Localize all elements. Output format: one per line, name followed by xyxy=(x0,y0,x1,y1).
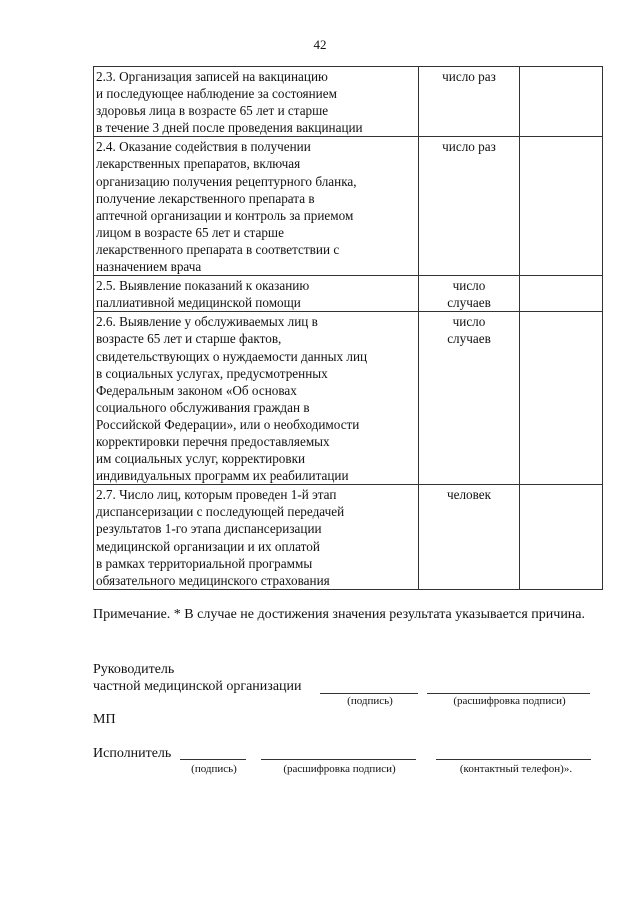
head-signature-line xyxy=(320,693,418,694)
row-description: 2.3. Организация записей на вакцинацию и последующее наблюдение за состоянием здоровья лица в возрасте 65 лет и старше в течение 3 дней после проведения вакцинации xyxy=(94,67,419,137)
table-row xyxy=(94,276,603,312)
executor-label: Исполнитель xyxy=(93,746,172,761)
head-decode-caption: (расшифровка подписи) xyxy=(453,695,566,707)
row-value xyxy=(520,67,603,137)
row-description: 2.5. Выявление показаний к оказанию паллиативной медицинской помощи xyxy=(94,276,419,312)
head-label-line1: Руководитель xyxy=(93,662,175,677)
row-value xyxy=(520,276,603,312)
row-description: 2.4. Оказание содействия в получении лекарственных препаратов, включая организацию получения рецептурного бланка, получение лекарственного препарата в аптечной организации и контроль за приемом лицом в возрасте 65 лет и старше лекарственного препарата в соответствии с назначением врача xyxy=(94,137,419,276)
row-description: 2.6. Выявление у обслуживаемых лиц в возрасте 65 лет и старше фактов, свидетельствующих о нуждаемости данных лиц в социальных услугах, предусмотренных Федеральным законом «Об основах социального обслуживания граждан в Российской Федерации», или о необходимости корректировки перечня предоставляемых им социальных услуг, корректировки индивидуальных программ их реабилитации xyxy=(94,312,419,485)
table-row xyxy=(94,485,603,590)
executor-phone-line xyxy=(436,759,591,760)
head-label-line2: частной медицинской организации xyxy=(93,679,302,694)
note-paragraph: Примечание. * В случае не достижения значения результата указывается причина. xyxy=(93,607,586,622)
row-unit: человек xyxy=(419,485,520,590)
row-value xyxy=(520,137,603,276)
row-value xyxy=(520,485,603,590)
stamp-place: МП xyxy=(93,712,116,727)
row-description: 2.7. Число лиц, которым проведен 1-й этап диспансеризации с последующей передачей результатов 1-го этапа диспансеризации медицинской организации и их оплатой в рамках территориальной программы обязательного медицинского страхования xyxy=(94,485,419,590)
page-number: 42 xyxy=(313,37,327,52)
executor-signature-line xyxy=(180,759,246,760)
table-row xyxy=(94,312,603,485)
head-signature-caption: (подпись) xyxy=(347,695,393,707)
executor-signature-caption: (подпись) xyxy=(191,763,237,775)
table-row xyxy=(94,67,603,137)
executor-decode-caption: (расшифровка подписи) xyxy=(283,763,396,775)
row-unit: число случаев xyxy=(419,276,520,312)
row-value xyxy=(520,312,603,485)
head-decode-line xyxy=(427,693,590,694)
indicators-table xyxy=(93,66,603,590)
executor-decode-line xyxy=(261,759,416,760)
table-row xyxy=(94,137,603,276)
row-unit: число раз xyxy=(419,67,520,137)
executor-phone-caption: (контактный телефон)». xyxy=(459,763,573,775)
row-unit: число раз xyxy=(419,137,520,276)
row-unit: число случаев xyxy=(419,312,520,485)
